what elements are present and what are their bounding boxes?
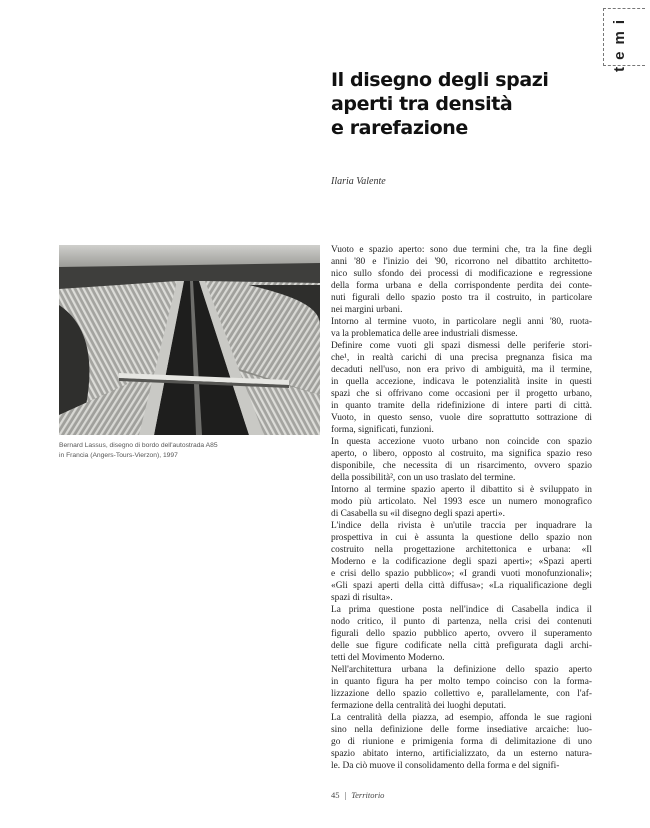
body-line: della forma urbana e della corrispondente perdita dei conte- [331, 281, 592, 291]
body-line: spazi che si offrivano come occasioni per il progetto urbano, [331, 389, 592, 399]
body-line: La prima questione posta nell'indice di Casabella indica il [331, 605, 592, 615]
body-line: e crisi dello spazio pubblico»; «I grandi vuoti monofunzionali»; [331, 569, 592, 579]
body-line: sino nella definizione delle forme insediative arcaiche: luo- [331, 725, 592, 735]
footer-separator: | [344, 790, 347, 800]
body-line: L'indice della rivista è un'utile traccia per inquadrare la [331, 521, 592, 531]
body-line: Nell'architettura urbana la definizione dello spazio aperto [331, 665, 592, 675]
body-line: go di riunione e primigenia forma di delimitazione di uno [331, 737, 592, 747]
body-line: della possibilità², con un uso traslato del termine. [331, 473, 516, 483]
body-line: spazi di risulta». [331, 593, 393, 603]
body-line: decaduti nell'uso, non era privo di ambiguità, ma il termine, [331, 365, 592, 375]
body-line: fermazione della centralità dei luoghi deputati. [331, 701, 506, 711]
page-number: 45 [331, 790, 340, 800]
body-line: delle sue figure codificate nella città prefigurata dagli archi- [331, 641, 592, 651]
title-line: Il disegno degli spazi [331, 69, 549, 91]
body-line: le. Da ciò muove il consolidamento della forma e del signifi- [331, 761, 560, 771]
photo-caption [59, 441, 324, 461]
article-title [331, 68, 611, 140]
journal-name: Territorio [351, 790, 385, 800]
body-line: nei margini urbani. [331, 305, 403, 315]
body-line: Vuoto, in questo senso, vuole dire soprattutto sottrazione di [331, 413, 592, 423]
section-tab-label: temi [611, 13, 628, 72]
body-line: figurali dello spazio pubblico aperto, ovvero il superamento [331, 629, 592, 639]
body-line: va la problematica delle aree industriali dismesse. [331, 329, 518, 339]
title-line: aperti tra densità [331, 93, 513, 115]
body-line: in quanto figura ha per molto tempo coinciso con la forma- [331, 677, 592, 687]
body-line: Intorno al termine vuoto, in particolare negli anni '80, ruota- [331, 317, 592, 327]
body-line: in quanto tramite della ridefinizione di intere parti di città. [331, 401, 592, 411]
body-line: spazio abitato interno, artificializzato, da un esterno natura- [331, 749, 592, 759]
body-line: nodo critico, il punto di partenza, nella crisi dei contenuti [331, 617, 592, 627]
page-footer [331, 790, 384, 800]
body-line: Vuoto e spazio aperto: sono due termini che, tra la fine degli [331, 245, 592, 255]
caption-line: Bernard Lassus, disegno di bordo dell'autostrada A85 [59, 442, 218, 449]
body-line: Moderno e la codificazione degli spazi aperti»; «Spazi aperti [331, 557, 592, 567]
body-line: «Gli spazi aperti della città diffusa»; «La riqualificazione degli [331, 581, 592, 591]
body-line: lizzazione dello spazio collettivo e, parallelamente, con l'af- [331, 689, 592, 699]
article-body [331, 244, 592, 772]
body-line: In questa accezione vuoto urbano non coincide con spazio [331, 437, 592, 447]
section-tab [603, 8, 645, 72]
body-line: costruito nella progettazione architettonica e urbana: «Il [331, 545, 592, 555]
body-line: prospettiva in cui è assunta la questione dello spazio non [331, 533, 592, 543]
caption-line: in Francia (Angers-Tours-Vierzon), 1997 [59, 452, 178, 459]
body-line: forma, significati, funzioni. [331, 425, 434, 435]
body-line: nico sullo sfondo dei processi di modificazione e regressione [331, 269, 592, 279]
author-name: Ilaria Valente [331, 176, 386, 187]
body-line: di Casabella su «il disegno degli spazi aperti». [331, 509, 505, 519]
body-line: in quella accezione, indicava le potenzialità insite in questi [331, 377, 592, 387]
body-line: aperto, o libero, opposto al costruito, ma significa spazio reso [331, 449, 592, 459]
body-line: La centralità della piazza, ad esempio, affonda le sue ragioni [331, 713, 592, 723]
body-line: modo più articolato. Nel 1993 esce un numero monografico [331, 497, 592, 507]
highway-aerial-photo [59, 245, 320, 435]
body-line: disponibile, che necessita di un risarcimento, ovvero spazio [331, 461, 592, 471]
body-line: Definire come vuoti gli spazi dismessi delle periferie stori- [331, 341, 592, 351]
body-line: anni '80 e l'inizio dei '90, ricorrono nel dibattito architetto- [331, 257, 592, 267]
body-line: che¹, in realtà carichi di una precisa pregnanza fisica ma [331, 353, 592, 363]
body-line: nuti figurali dello spazio posto tra il costruito, in particolare [331, 293, 592, 303]
body-line: tetti del Movimento Moderno. [331, 653, 445, 663]
body-line: Intorno al termine spazio aperto il dibattito si è sviluppato in [331, 485, 592, 495]
title-line: e rarefazione [331, 117, 468, 139]
